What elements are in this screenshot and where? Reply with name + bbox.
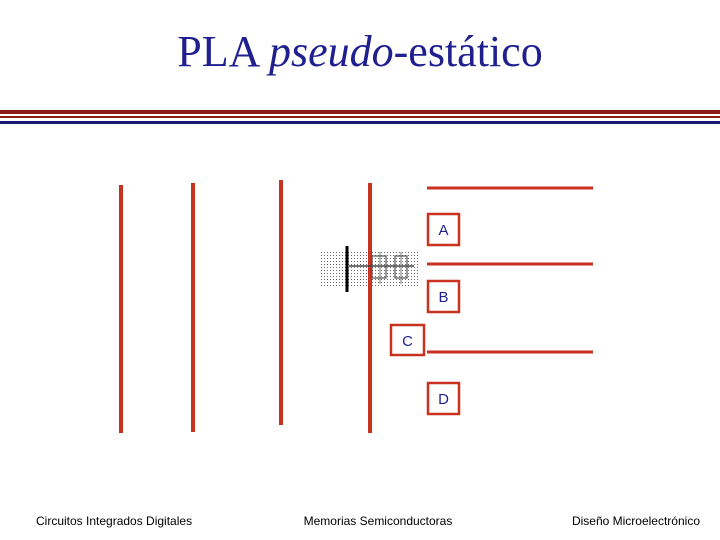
footer-topic: Memorias Semiconductoras: [303, 514, 453, 528]
footer-subject: Diseño Microelectrónico: [571, 514, 700, 528]
title-emphasis: pseudo: [269, 27, 394, 76]
transistor-sketch: [320, 246, 418, 292]
title-prefix: PLA: [177, 27, 269, 76]
title-suffix: -estático: [393, 27, 543, 76]
label-d: D: [438, 391, 449, 408]
label-b: B: [438, 289, 449, 306]
label-c: C: [402, 333, 413, 350]
label-a: A: [438, 222, 449, 239]
footer-course: Circuitos Integrados Digitales: [36, 514, 193, 528]
